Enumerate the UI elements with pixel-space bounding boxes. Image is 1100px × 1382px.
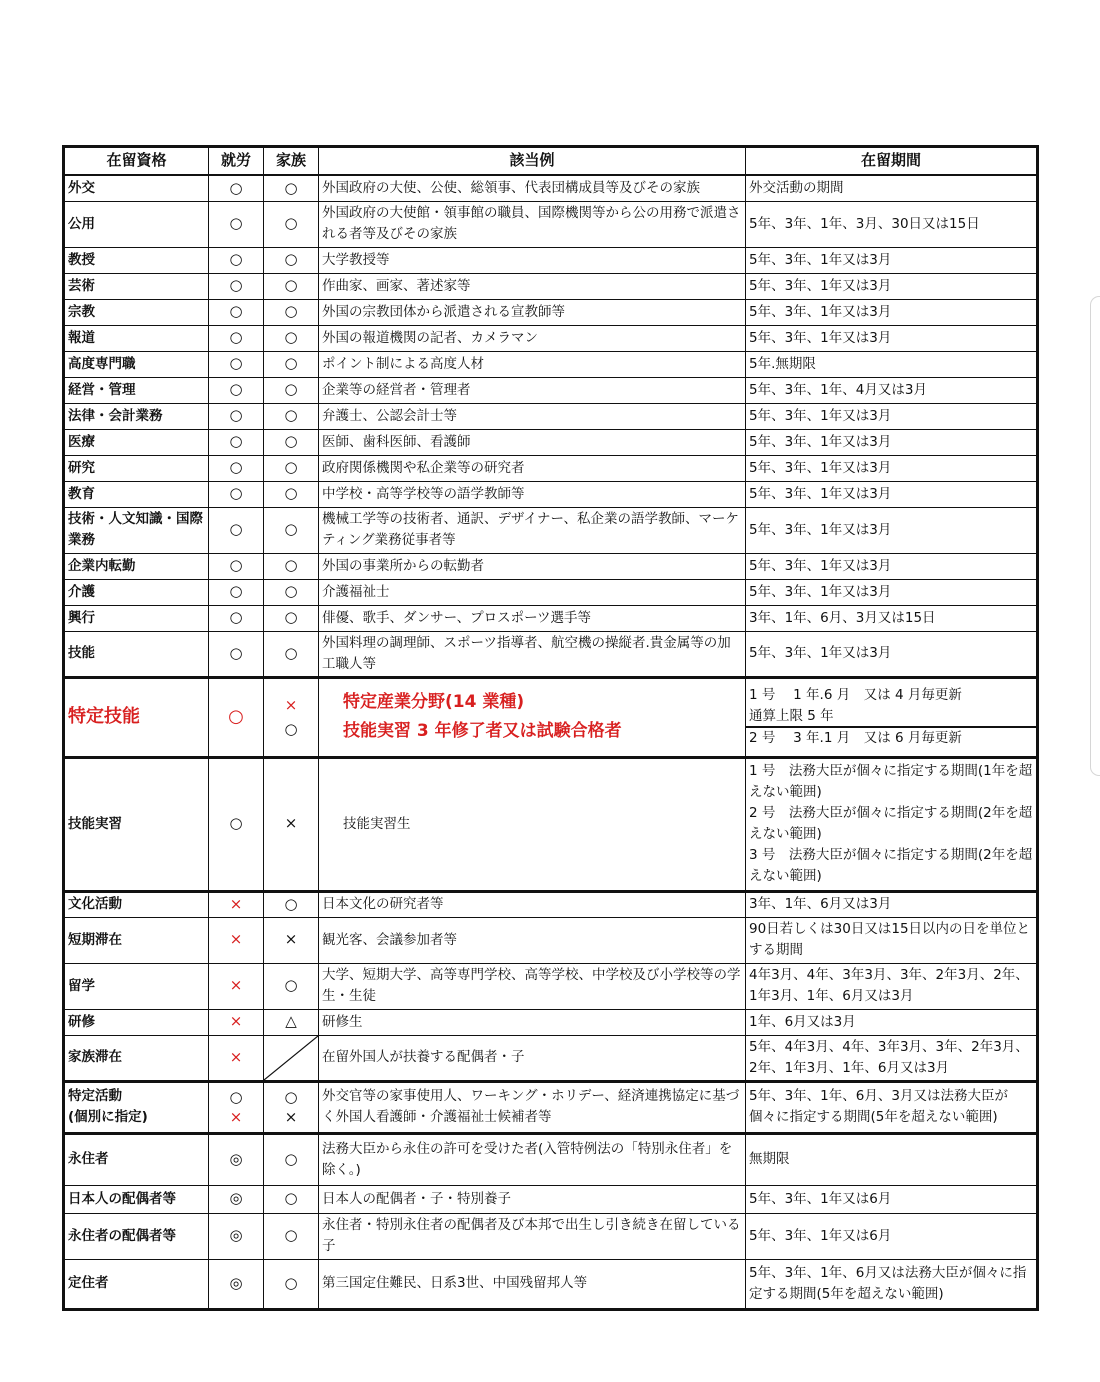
period-cell: 5年、3年、1年、3月、30日又は15日 bbox=[746, 201, 1038, 247]
family-mark: ○ bbox=[264, 963, 319, 1009]
example-cell: 研修生 bbox=[319, 1009, 746, 1035]
status-name: 家族滞在 bbox=[64, 1035, 209, 1081]
work-mark: ○ bbox=[209, 455, 264, 481]
table-row bbox=[64, 377, 1038, 403]
work-mark: ○ bbox=[209, 481, 264, 507]
status-name: 永住者 bbox=[64, 1133, 209, 1185]
period-line: 1 号 法務大臣が個々に指定する期間(1年を超えない範囲) bbox=[749, 763, 1033, 801]
table-row bbox=[64, 1259, 1038, 1309]
family-mark: ○ bbox=[264, 247, 319, 273]
header-period: 在留期間 bbox=[746, 147, 1038, 176]
work-mark: ○ bbox=[209, 631, 264, 677]
work-mark: ○ bbox=[209, 429, 264, 455]
family-mark: ○ bbox=[264, 1133, 319, 1185]
work-mark: ○ bbox=[209, 553, 264, 579]
work-mark: × bbox=[209, 891, 264, 917]
family-mark: ○ bbox=[264, 325, 319, 351]
family-mark: ○ bbox=[264, 455, 319, 481]
family-mark-1: ○ bbox=[284, 1088, 298, 1106]
status-name-line: (個別に指定) bbox=[68, 1109, 148, 1125]
example-cell: 大学教授等 bbox=[319, 247, 746, 273]
work-mark: ◎ bbox=[209, 1213, 264, 1259]
period-cell: 5年、3年、1年又は6月 bbox=[746, 1185, 1038, 1213]
example-cell: 中学校・高等学校等の語学教師等 bbox=[319, 481, 746, 507]
family-mark: ○ bbox=[264, 273, 319, 299]
family-mark: ○ bbox=[264, 1185, 319, 1213]
family-mark: ○ bbox=[264, 299, 319, 325]
family-mark-1: × bbox=[284, 696, 298, 714]
table-row bbox=[64, 917, 1038, 963]
table-row bbox=[64, 1133, 1038, 1185]
period-cell bbox=[746, 677, 1038, 757]
example-cell: 介護福祉士 bbox=[319, 579, 746, 605]
example-cell: 永住者・特別永住者の配偶者及び本邦で出生し引き続き在留している子 bbox=[319, 1213, 746, 1259]
period-cell: 5年、3年、1年、4月又は3月 bbox=[746, 377, 1038, 403]
period-1-block bbox=[746, 685, 1036, 727]
family-mark: ○ bbox=[264, 579, 319, 605]
period-2-block: 2 号 3 年.1 月 又は 6 月毎更新 bbox=[746, 726, 1036, 749]
table-row bbox=[64, 429, 1038, 455]
status-name: 介護 bbox=[64, 579, 209, 605]
example-line: 技能実習 3 年修了者又は試験合格者 bbox=[343, 721, 622, 741]
period-cell: 5年、3年、1年又は3月 bbox=[746, 631, 1038, 677]
family-mark: △ bbox=[264, 1009, 319, 1035]
example-cell: 外国の宗教団体から派遣される宣教師等 bbox=[319, 299, 746, 325]
work-mark: ○ bbox=[209, 201, 264, 247]
work-mark: ○ bbox=[209, 403, 264, 429]
period-line: 3 号 法務大臣が個々に指定する期間(2年を超えない範囲) bbox=[749, 846, 1033, 884]
table-row-ginou-jisshu bbox=[64, 757, 1038, 891]
work-mark: ○ bbox=[209, 325, 264, 351]
status-name: 文化活動 bbox=[64, 891, 209, 917]
table-row-kazoku bbox=[64, 1035, 1038, 1081]
status-name: 短期滞在 bbox=[64, 917, 209, 963]
period-cell: 5年、3年、1年又は3月 bbox=[746, 299, 1038, 325]
period-cell: 5年、3年、1年又は3月 bbox=[746, 455, 1038, 481]
status-name: 高度専門職 bbox=[64, 351, 209, 377]
example-cell: 外国料理の調理師、スポーツ指導者、航空機の操縦者.貴金属等の加工職人等 bbox=[319, 631, 746, 677]
family-mark: ○ bbox=[264, 429, 319, 455]
example-cell: 観光客、会議参加者等 bbox=[319, 917, 746, 963]
table-row bbox=[64, 481, 1038, 507]
family-mark-pair bbox=[264, 1081, 319, 1133]
family-mark-2: × bbox=[284, 1108, 298, 1126]
period-cell: 1年、6月又は3月 bbox=[746, 1009, 1038, 1035]
example-cell: 機械工学等の技術者、通訳、デザイナー、私企業の語学教師、マーケティング業務従事者等 bbox=[319, 507, 746, 553]
family-not-applicable bbox=[264, 1035, 319, 1081]
table-row bbox=[64, 201, 1038, 247]
status-name: 興行 bbox=[64, 605, 209, 631]
example-cell: 外国の事業所からの転勤者 bbox=[319, 553, 746, 579]
period-cell: 5年、3年、1年、6月又は法務大臣が個々に指定する期間(5年を超えない範囲) bbox=[746, 1259, 1038, 1309]
period-cell: 5年、4年3月、4年、3年3月、3年、2年3月、2年、1年3月、1年、6月又は3月 bbox=[746, 1035, 1038, 1081]
table-row bbox=[64, 891, 1038, 917]
table-row bbox=[64, 351, 1038, 377]
period-cell: 5年、3年、1年又は3月 bbox=[746, 481, 1038, 507]
example-cell: 外交官等の家事使用人、ワーキング・ホリデー、経済連携協定に基づく外国人看護師・介護福祉士候補者等 bbox=[319, 1081, 746, 1133]
header-work: 就労 bbox=[209, 147, 264, 176]
work-mark: × bbox=[209, 963, 264, 1009]
family-mark: ○ bbox=[264, 201, 319, 247]
table-row bbox=[64, 403, 1038, 429]
table-row bbox=[64, 273, 1038, 299]
example-cell: 在留外国人が扶養する配偶者・子 bbox=[319, 1035, 746, 1081]
example-cell: ポイント制による高度人材 bbox=[319, 351, 746, 377]
table-row bbox=[64, 579, 1038, 605]
period-cell: 90日若しくは30日又は15日以内の日を単位とする期間 bbox=[746, 917, 1038, 963]
period-line: 通算上限 5 年 bbox=[749, 707, 834, 724]
work-mark: × bbox=[209, 1035, 264, 1081]
status-name: 法律・会計業務 bbox=[64, 403, 209, 429]
table-row-tokutei bbox=[64, 677, 1038, 757]
example-cell: 企業等の経営者・管理者 bbox=[319, 377, 746, 403]
period-cell bbox=[746, 757, 1038, 891]
family-mark: ○ bbox=[264, 175, 319, 201]
family-mark-2: ○ bbox=[284, 720, 298, 738]
family-mark: ○ bbox=[264, 507, 319, 553]
header-row bbox=[64, 147, 1038, 176]
family-mark: ○ bbox=[264, 351, 319, 377]
period-cell: 5年、3年、1年又は3月 bbox=[746, 325, 1038, 351]
work-mark: × bbox=[209, 1009, 264, 1035]
period-cell: 外交活動の期間 bbox=[746, 175, 1038, 201]
work-mark: ○ bbox=[209, 507, 264, 553]
example-cell: 大学、短期大学、高等専門学校、高等学校、中学校及び小学校等の学生・生徒 bbox=[319, 963, 746, 1009]
example-cell: 弁護士、公認会計士等 bbox=[319, 403, 746, 429]
work-mark-2: × bbox=[229, 1108, 243, 1126]
period-cell: 4年3月、4年、3年3月、3年、2年3月、2年、1年3月、1年、6月又は3月 bbox=[746, 963, 1038, 1009]
status-name: 芸術 bbox=[64, 273, 209, 299]
family-mark: ○ bbox=[264, 377, 319, 403]
status-name: 技能実習 bbox=[64, 757, 209, 891]
work-mark: × bbox=[209, 917, 264, 963]
residence-status-table bbox=[62, 145, 1039, 1311]
table-row bbox=[64, 553, 1038, 579]
period-cell: 5年、3年、1年又は3月 bbox=[746, 507, 1038, 553]
status-name: 特定技能 bbox=[64, 677, 209, 757]
status-name: 公用 bbox=[64, 201, 209, 247]
work-mark-1: ○ bbox=[229, 1088, 243, 1106]
family-mark: ○ bbox=[264, 1259, 319, 1309]
period-cell: 5年、3年、1年又は3月 bbox=[746, 247, 1038, 273]
example-cell: 外国政府の大使、公使、総領事、代表団構成員等及びその家族 bbox=[319, 175, 746, 201]
status-name: 研究 bbox=[64, 455, 209, 481]
table-row bbox=[64, 1213, 1038, 1259]
example-cell: 政府関係機関や私企業等の研究者 bbox=[319, 455, 746, 481]
status-name: 研修 bbox=[64, 1009, 209, 1035]
status-name: 留学 bbox=[64, 963, 209, 1009]
work-mark: ○ bbox=[209, 757, 264, 891]
header-family: 家族 bbox=[264, 147, 319, 176]
period-cell: 5年、3年、1年又は3月 bbox=[746, 403, 1038, 429]
work-mark: ◎ bbox=[209, 1185, 264, 1213]
period-cell: 5年、3年、1年又は3月 bbox=[746, 429, 1038, 455]
work-mark: ○ bbox=[209, 377, 264, 403]
work-mark: ○ bbox=[209, 677, 264, 757]
table-row bbox=[64, 1009, 1038, 1035]
example-cell: 法務大臣から永住の許可を受けた者(入管特例法の「特別永住者」を除く。) bbox=[319, 1133, 746, 1185]
period-line: 2 号 法務大臣が個々に指定する期間(2年を超えない範囲) bbox=[749, 805, 1033, 842]
work-mark: ○ bbox=[209, 247, 264, 273]
header-status: 在留資格 bbox=[64, 147, 209, 176]
status-name: 技能 bbox=[64, 631, 209, 677]
status-name-line: 特定活動 bbox=[68, 1088, 122, 1105]
work-mark: ○ bbox=[209, 351, 264, 377]
table-row-tokutei-katsudou bbox=[64, 1081, 1038, 1133]
example-cell bbox=[319, 677, 746, 757]
period-cell: 5年、3年、1年、6月、3月又は法務大臣が個々に指定する期間(5年を超えない範囲) bbox=[746, 1081, 1038, 1133]
family-mark: × bbox=[264, 917, 319, 963]
work-mark: ○ bbox=[209, 579, 264, 605]
example-cell: 技能実習生 bbox=[319, 757, 746, 891]
table-row bbox=[64, 247, 1038, 273]
scrollbar-edge[interactable] bbox=[1090, 296, 1100, 776]
family-mark-pair bbox=[264, 677, 319, 757]
status-name: 技術・人文知識・国際業務 bbox=[64, 507, 209, 553]
diagonal-slash bbox=[264, 1036, 318, 1080]
period-cell: 5年、3年、1年又は3月 bbox=[746, 273, 1038, 299]
period-cell: 5年、3年、1年又は3月 bbox=[746, 579, 1038, 605]
period-line: 1 号 1 年.6 月 又は 4 月毎更新 bbox=[749, 686, 962, 703]
header-examples: 該当例 bbox=[319, 147, 746, 176]
status-name: 企業内転勤 bbox=[64, 553, 209, 579]
status-name: 定住者 bbox=[64, 1259, 209, 1309]
status-name: 医療 bbox=[64, 429, 209, 455]
example-cell: 外国の報道機関の記者、カメラマン bbox=[319, 325, 746, 351]
family-mark: ○ bbox=[264, 553, 319, 579]
period-cell: 3年、1年、6月、3月又は15日 bbox=[746, 605, 1038, 631]
family-mark: ○ bbox=[264, 403, 319, 429]
table-row bbox=[64, 605, 1038, 631]
family-mark: ○ bbox=[264, 481, 319, 507]
table-row bbox=[64, 963, 1038, 1009]
status-name: 教授 bbox=[64, 247, 209, 273]
family-mark: ○ bbox=[264, 891, 319, 917]
work-mark: ◎ bbox=[209, 1259, 264, 1309]
status-name: 経営・管理 bbox=[64, 377, 209, 403]
family-mark: ○ bbox=[264, 605, 319, 631]
example-cell: 作曲家、画家、著述家等 bbox=[319, 273, 746, 299]
table-row bbox=[64, 507, 1038, 553]
example-cell: 医師、歯科医師、看護師 bbox=[319, 429, 746, 455]
status-name: 宗教 bbox=[64, 299, 209, 325]
status-name: 報道 bbox=[64, 325, 209, 351]
example-cell: 外国政府の大使館・領事館の職員、国際機関等から公の用務で派遣される者等及びその家族 bbox=[319, 201, 746, 247]
status-name bbox=[64, 1081, 209, 1133]
family-mark: ○ bbox=[264, 631, 319, 677]
example-cell: 俳優、歌手、ダンサー、プロスポーツ選手等 bbox=[319, 605, 746, 631]
work-mark: ○ bbox=[209, 605, 264, 631]
status-name: 日本人の配偶者等 bbox=[64, 1185, 209, 1213]
work-mark: ◎ bbox=[209, 1133, 264, 1185]
table-row bbox=[64, 1185, 1038, 1213]
status-name: 永住者の配偶者等 bbox=[64, 1213, 209, 1259]
family-mark: ○ bbox=[264, 1213, 319, 1259]
family-mark: × bbox=[264, 757, 319, 891]
work-mark: ○ bbox=[209, 175, 264, 201]
work-mark-pair bbox=[209, 1081, 264, 1133]
period-cell: 無期限 bbox=[746, 1133, 1038, 1185]
status-name: 教育 bbox=[64, 481, 209, 507]
status-name: 外交 bbox=[64, 175, 209, 201]
example-cell: 日本人の配偶者・子・特別養子 bbox=[319, 1185, 746, 1213]
table-row bbox=[64, 455, 1038, 481]
example-cell: 日本文化の研究者等 bbox=[319, 891, 746, 917]
period-cell: 5年、3年、1年又は3月 bbox=[746, 553, 1038, 579]
work-mark: ○ bbox=[209, 299, 264, 325]
table-row bbox=[64, 175, 1038, 201]
example-cell: 第三国定住難民、日系3世、中国残留邦人等 bbox=[319, 1259, 746, 1309]
period-cell: 5年.無期限 bbox=[746, 351, 1038, 377]
table-row bbox=[64, 631, 1038, 677]
period-cell: 5年、3年、1年又は6月 bbox=[746, 1213, 1038, 1259]
work-mark: ○ bbox=[209, 273, 264, 299]
table-row bbox=[64, 325, 1038, 351]
example-line: 特定産業分野(14 業種) bbox=[343, 692, 525, 713]
table-row bbox=[64, 299, 1038, 325]
period-cell: 3年、1年、6月又は3月 bbox=[746, 891, 1038, 917]
